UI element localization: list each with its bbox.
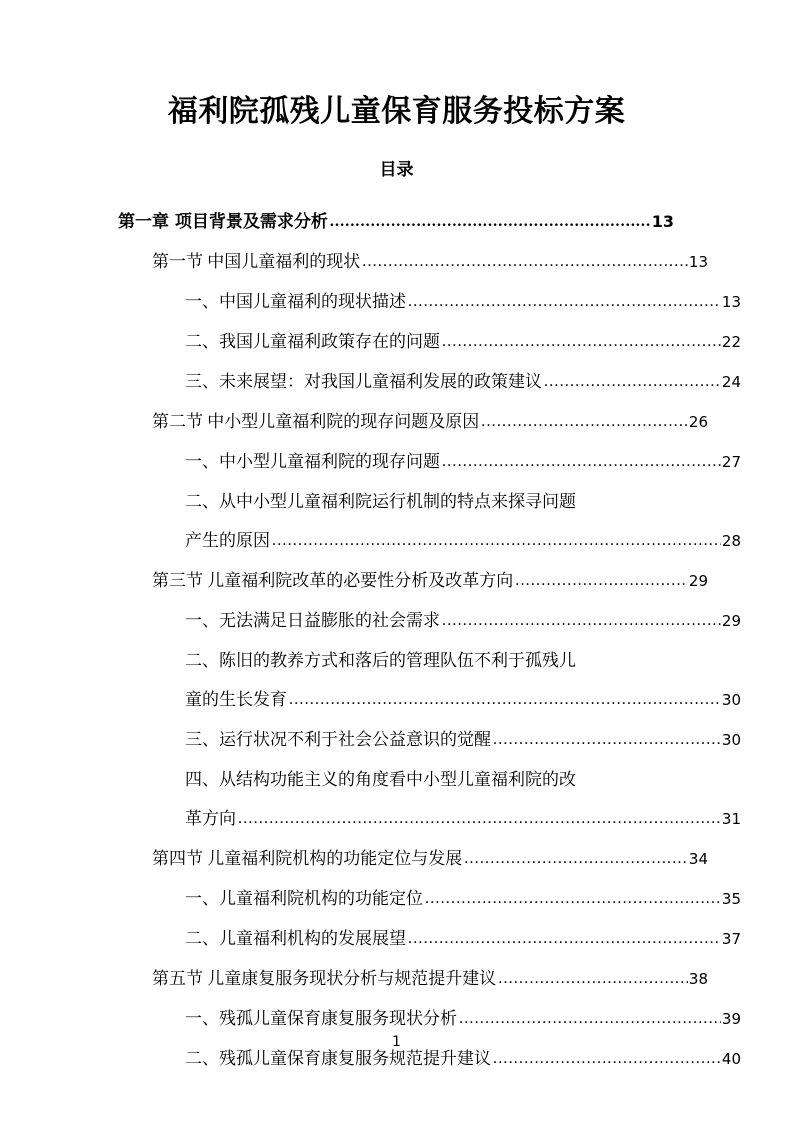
toc-leader-dots: [481, 402, 688, 441]
toc-entry-label-continued: 童的生长发育: [185, 690, 287, 709]
toc-entry-label: 第一节 中国儿童福利的现状: [152, 252, 361, 271]
toc-page-number: 31: [721, 810, 741, 828]
toc-page-number: 22: [721, 333, 741, 351]
toc-entry-label-continued: 革方向: [185, 809, 236, 828]
toc-page-number: 29: [688, 572, 708, 590]
toc-entry-label: 第一章 项目背景及需求分析: [118, 212, 328, 232]
toc-page-number: 13: [721, 293, 741, 311]
toc-leader-dots: [272, 521, 721, 560]
toc-page-number: 13: [688, 253, 708, 271]
toc-leader-dots: [330, 202, 651, 241]
toc-entry-level-1[interactable]: [118, 202, 674, 242]
toc-entry-level-3[interactable]: [185, 760, 741, 839]
toc-entry-label: 二、陈旧的教养方式和落后的管理队伍不利于孤残儿: [185, 651, 576, 670]
toc-page-number: 40: [721, 1050, 741, 1068]
toc-entry-line: [185, 482, 741, 521]
toc-entry-level-3[interactable]: [185, 879, 741, 919]
toc-entry-label-continued: 产生的原因: [185, 531, 270, 550]
toc-entry-line: [185, 601, 741, 641]
toc-entry-line-continued: [185, 799, 741, 839]
toc-entry-line: [185, 720, 741, 760]
toc-entry-label: 第四节 儿童福利院机构的功能定位与发展: [152, 849, 463, 868]
toc-leader-dots: [425, 879, 721, 918]
toc-page-number: 24: [721, 373, 741, 391]
toc-entry-level-3[interactable]: [185, 362, 741, 402]
toc-page-number: 29: [721, 612, 741, 630]
toc-page-number: 27: [721, 453, 741, 471]
toc-entry-line-continued: [185, 521, 741, 561]
toc-page-number: 34: [688, 850, 708, 868]
toc-leader-dots: [238, 799, 721, 838]
page-number-footer: 1: [392, 1034, 401, 1050]
toc-entry-label: 一、中国儿童福利的现状描述: [185, 292, 406, 311]
toc-entry-level-3[interactable]: [185, 919, 741, 959]
toc-page-number: 28: [721, 532, 741, 550]
toc-entry-line: [185, 760, 741, 799]
toc-page-number: 13: [651, 212, 674, 231]
toc-page-number: 37: [721, 930, 741, 948]
toc-leader-dots: [442, 442, 721, 481]
toc-leader-dots: [362, 242, 688, 281]
toc-leader-dots: [442, 322, 721, 361]
toc-entry-line: [185, 879, 741, 919]
toc-page-number: 30: [721, 731, 741, 749]
toc-entry-line: [152, 959, 708, 999]
toc-entry-line: [185, 282, 741, 322]
toc-entry-label: 一、中小型儿童福利院的现存问题: [185, 452, 440, 471]
toc-entry-label: 三、未来展望：对我国儿童福利发展的政策建议: [185, 372, 542, 391]
toc-entry-level-3[interactable]: [185, 322, 741, 362]
toc-entry-level-3[interactable]: [185, 641, 741, 720]
toc-entry-level-3[interactable]: [185, 482, 741, 561]
toc-entry-line: [185, 322, 741, 362]
table-of-contents: [118, 202, 741, 1079]
toc-page-number: 39: [721, 1010, 741, 1028]
toc-leader-dots: [408, 919, 721, 958]
toc-entry-line: [185, 362, 741, 402]
toc-entry-level-3[interactable]: [185, 282, 741, 322]
toc-entry-level-3[interactable]: [185, 601, 741, 641]
toc-page-number: 30: [721, 691, 741, 709]
toc-entry-label: 二、从中小型儿童福利院运行机制的特点来探寻问题: [185, 492, 576, 511]
toc-entry-label: 一、无法满足日益膨胀的社会需求: [185, 611, 440, 630]
toc-entry-label: 一、残孤儿童保育康复服务现状分析: [185, 1009, 457, 1028]
toc-leader-dots: [289, 680, 721, 719]
toc-entry-label: 第二节 中小型儿童福利院的现存问题及原因: [152, 412, 480, 431]
toc-leader-dots: [544, 362, 721, 401]
toc-entry-label: 第三节 儿童福利院改革的必要性分析及改革方向: [152, 571, 514, 590]
toc-leader-dots: [493, 720, 721, 759]
toc-entry-line: [118, 202, 674, 242]
toc-entry-line: [152, 561, 708, 601]
toc-leader-dots: [515, 561, 688, 600]
toc-heading: 目录: [379, 160, 414, 180]
toc-entry-line: [185, 919, 741, 959]
toc-entry-level-2[interactable]: [152, 242, 708, 282]
toc-entry-line: [185, 641, 741, 680]
toc-entry-label: 三、运行状况不利于社会公益意识的觉醒: [185, 730, 491, 749]
toc-entry-level-2[interactable]: [152, 839, 708, 879]
toc-entry-level-3[interactable]: [185, 442, 741, 482]
toc-entry-line: [152, 242, 708, 282]
toc-leader-dots: [498, 959, 688, 998]
toc-entry-label: 二、儿童福利机构的发展展望: [185, 929, 406, 948]
toc-leader-dots: [408, 282, 721, 321]
toc-leader-dots: [464, 839, 688, 878]
toc-entry-level-3[interactable]: [185, 720, 741, 760]
toc-entry-line-continued: [185, 680, 741, 720]
toc-entry-label: 二、残孤儿童保育康复服务规范提升建议: [185, 1049, 491, 1068]
toc-entry-label: 一、儿童福利院机构的功能定位: [185, 889, 423, 908]
toc-entry-level-2[interactable]: [152, 402, 708, 442]
toc-entry-line: [152, 402, 708, 442]
toc-page-number: 38: [688, 970, 708, 988]
toc-entry-level-2[interactable]: [152, 561, 708, 601]
toc-entry-line: [152, 839, 708, 879]
toc-entry-level-2[interactable]: [152, 959, 708, 999]
toc-leader-dots: [442, 601, 721, 640]
toc-page-number: 26: [688, 413, 708, 431]
toc-page-number: 35: [721, 890, 741, 908]
toc-entry-label: 四、从结构功能主义的角度看中小型儿童福利院的改: [185, 770, 576, 789]
toc-entry-label: 第五节 儿童康复服务现状分析与规范提升建议: [152, 969, 497, 988]
page-title: 福利院孤残儿童保育服务投标方案: [167, 94, 626, 129]
toc-entry-line: [185, 442, 741, 482]
toc-entry-label: 二、我国儿童福利政策存在的问题: [185, 332, 440, 351]
